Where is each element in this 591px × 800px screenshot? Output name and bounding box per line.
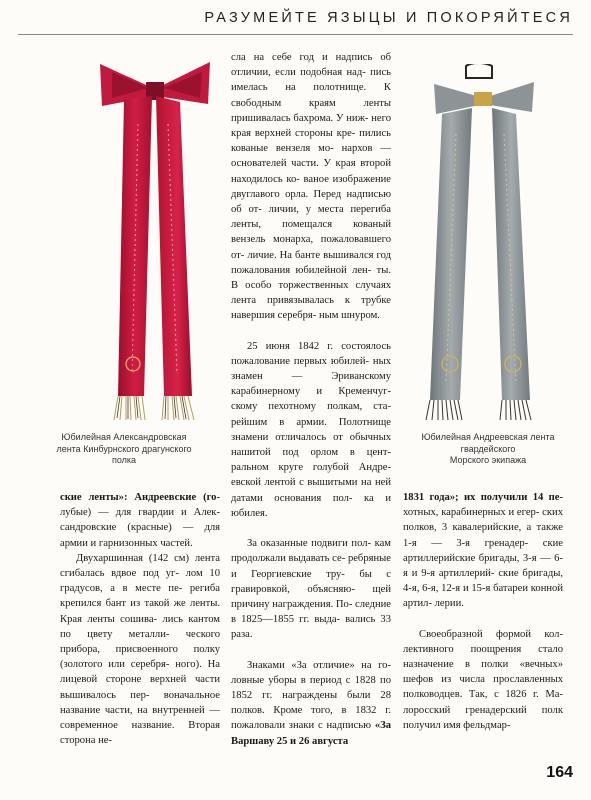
left-photo-caption: Юбилейная Александровская лента Кинбурнского драгунского полка <box>56 432 192 465</box>
middle-paragraph-2: 25 июня 1842 г. состоялось пожалование первых юбилей- ных знамен — Эриванскому карабинерному и Кременчуг- скому пехотному полкам, ста- рейшим в армии. Полотнище знамени отличалось от обычных нашитой под орлом в цент- ральном круге голубой Андре- евской лентой с вышитыми на ней датами основания пол- ка и юбилея. <box>231 340 391 519</box>
middle-column <box>231 50 391 749</box>
middle-paragraph-4: Знаками «За отличие» на го- ловные уборы в период с 1828 по 1852 гг. награждены были 28 полков. Кроме того, в 1832 г. пожаловали знаки с надписью «За Варшаву 25 и 26 августа <box>231 659 391 747</box>
right-column <box>403 490 563 733</box>
left-paragraph-2: Двухаршинная (142 см) лента сгибалась вдвое под уг- лом 10 градусов, а в месте пе- региба крепился бант из такой же ленты. Края ленты сошива- лись кантом по цвету металли- ческого прибора, присвоенного полку (золотого или серебря- ного). На лицевой стороне верхней части вышивалось пер- воначальное название части, на внутренней — современное название. Вторая сторона не- <box>60 552 220 747</box>
left-column <box>60 490 220 748</box>
middle-paragraph-1: сла на себе год и надпись об отличии, если подобная над- пись имелась на полотнище. К свободным краям ленты пришивалась бахрома. У ниж- него края верхней стороны кре- пились кованые вензеля мо- нархов — основателей части. У края второй находилось ко- ваное изображение двуглавого орла. Перед надписью об от- личии, у места перегиба ленты, помещался кованый вензель монарха, пожаловавшего от- личие. На банте вышивался год пожалования юбилейной лен- ты. В особо торжественных случаях лента привязывалась к трубке навершия серебря- ным шнуром. <box>231 52 392 322</box>
grey-ribbon-image <box>412 64 552 420</box>
right-photo-caption: Юбилейная Андреевская лента гвардейского Морского экипажа <box>421 432 555 465</box>
left-paragraph-1: ские ленты»: Андреевские (го- лубые) — для гвардии и Алек- сандровские (красные) — для армии и гарнизонных частей. <box>60 492 220 549</box>
running-header: РАЗУМЕЙТЕ ЯЗЫЦЫ И ПОКОРЯЙТЕСЯ <box>204 10 573 26</box>
middle-paragraph-3: За оказанные подвиги пол- кам продолжали выдавать се- ребряные и Георгиевские тру- бы с гравировкой, объясняю- щей причину награждения. По- следние в 1825—1855 гг. выда- вались 33 раза. <box>231 538 391 641</box>
header-rule <box>18 34 573 35</box>
right-paragraph-2: Своеобразной формой кол- лективного поощрения стало назначение в полки «вечных» шефов из числа прославленных полководцев. Так, с 1826 г. Ма- лоросский гренадерский полк получил имя фельдмар- <box>403 628 563 731</box>
right-paragraph-1: 1831 года»; их получили 14 пе- хотных, карабинерных и егер- ских полков, 3 кавалерийские, а также 1-я — 3-я гренадер- ские артиллерийские бригады, 3-я — 6-я и 9-я артиллерий- ские бригады, 4-я, 6-я, 12-я и 15-я батареи конной артил- лерии. <box>403 492 563 610</box>
red-ribbon-image <box>60 44 220 420</box>
page-number: 164 <box>546 764 573 781</box>
